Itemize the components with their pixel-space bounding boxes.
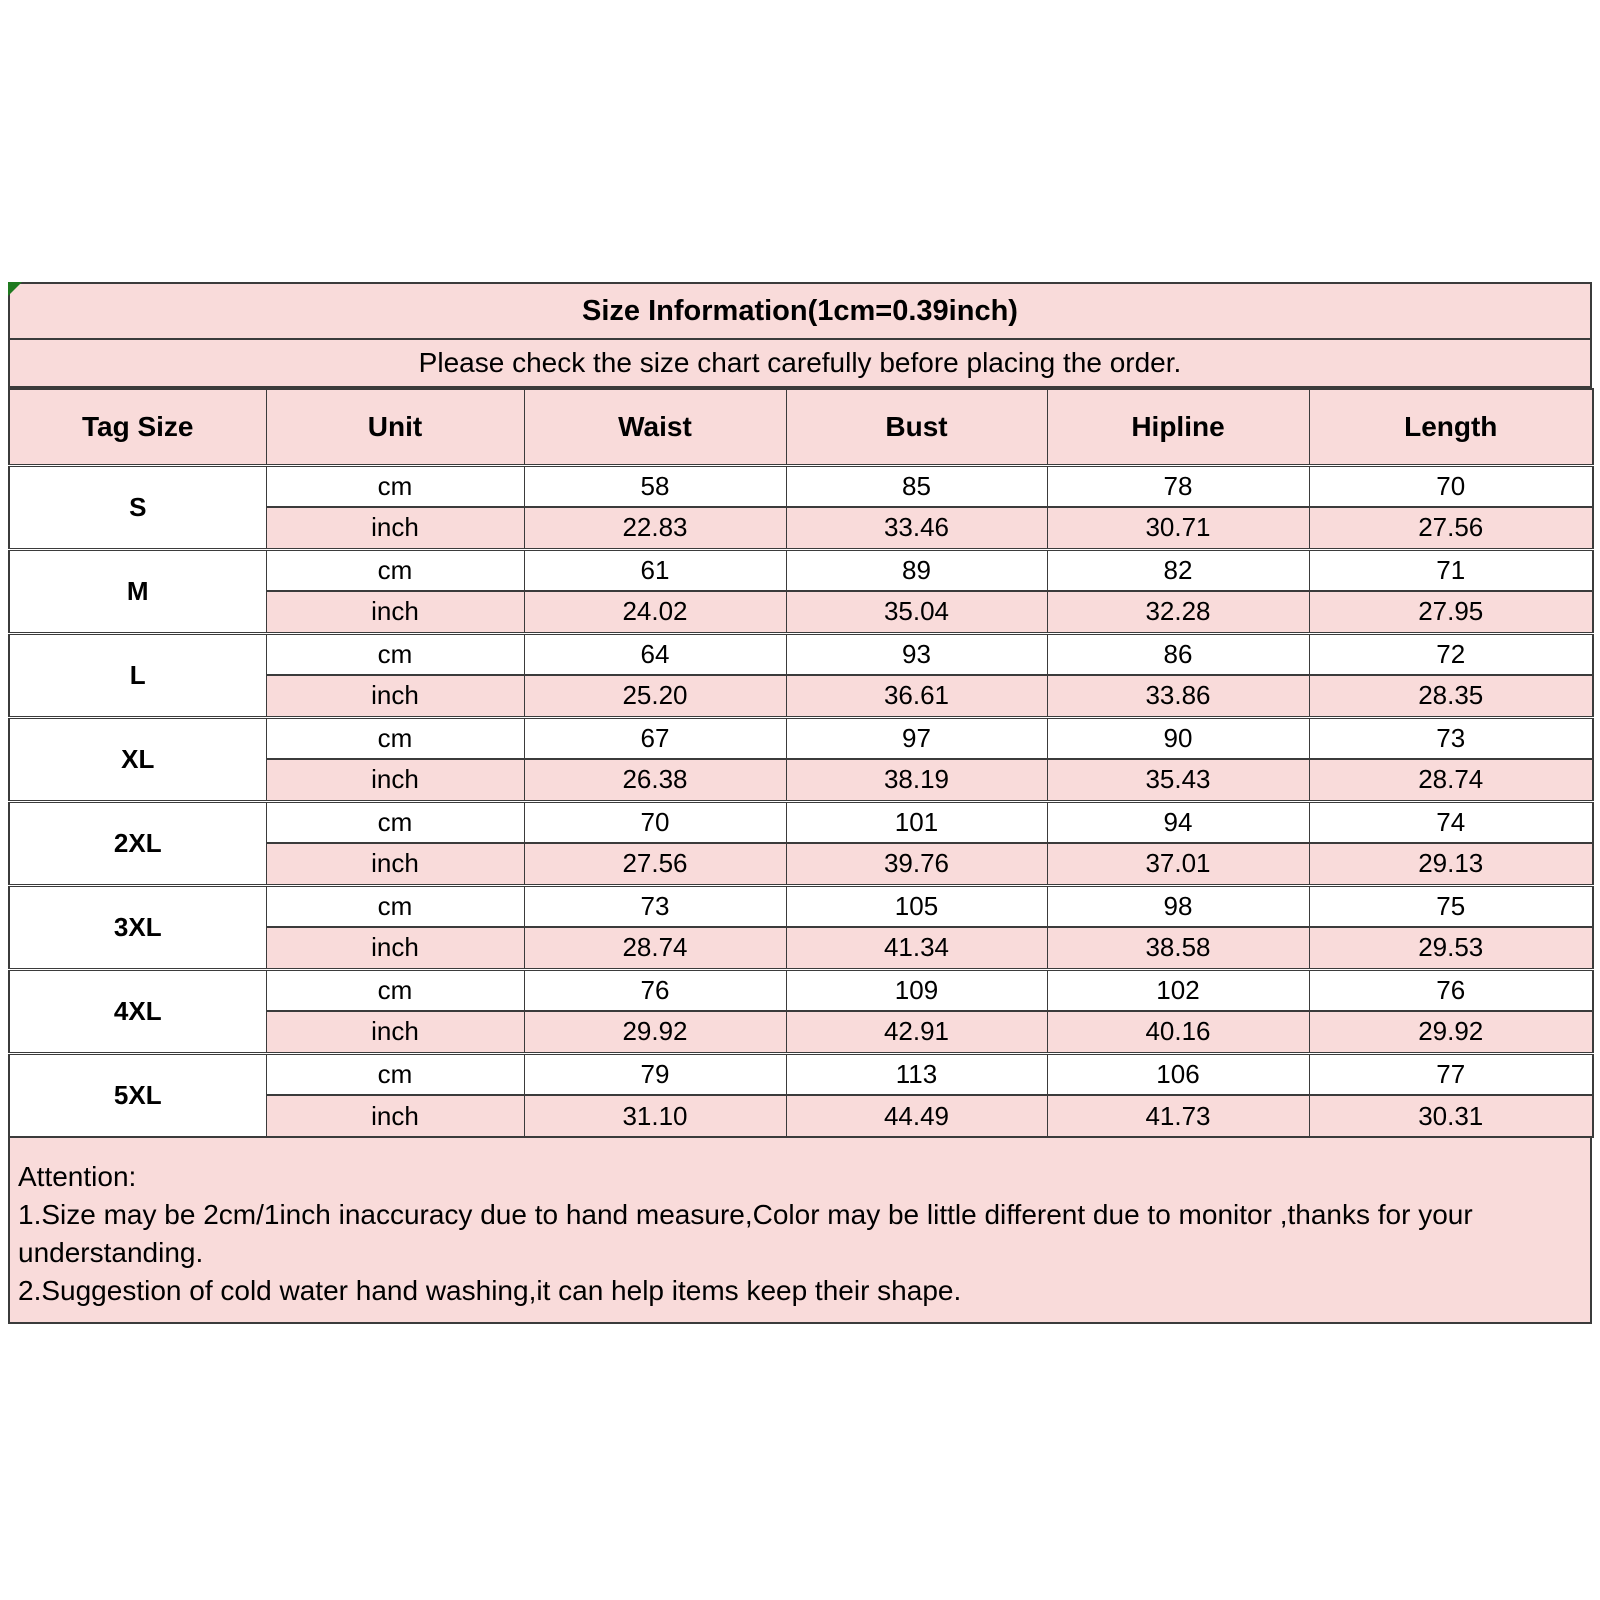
measurement-cell: 44.49 bbox=[786, 1095, 1047, 1137]
unit-cell: inch bbox=[266, 507, 524, 549]
measurement-cell: 77 bbox=[1309, 1053, 1593, 1095]
unit-cell: cm bbox=[266, 801, 524, 843]
measurement-cell: 73 bbox=[524, 885, 786, 927]
measurement-cell: 22.83 bbox=[524, 507, 786, 549]
measurement-cell: 27.56 bbox=[1309, 507, 1593, 549]
measurement-cell: 102 bbox=[1047, 969, 1309, 1011]
measurement-cell: 35.04 bbox=[786, 591, 1047, 633]
measurement-cell: 82 bbox=[1047, 549, 1309, 591]
measurement-cell: 73 bbox=[1309, 717, 1593, 759]
measurement-cell: 35.43 bbox=[1047, 759, 1309, 801]
unit-cell: cm bbox=[266, 885, 524, 927]
measurement-cell: 39.76 bbox=[786, 843, 1047, 885]
size-chart-title: Size Information(1cm=0.39inch) bbox=[8, 282, 1592, 340]
measurement-cell: 58 bbox=[524, 465, 786, 507]
size-table-header bbox=[9, 389, 1593, 465]
measurement-cell: 85 bbox=[786, 465, 1047, 507]
measurement-cell: 97 bbox=[786, 717, 1047, 759]
measurement-cell: 30.31 bbox=[1309, 1095, 1593, 1137]
measurement-cell: 98 bbox=[1047, 885, 1309, 927]
tag-size-cell: L bbox=[9, 633, 266, 717]
measurement-cell: 74 bbox=[1309, 801, 1593, 843]
measurement-cell: 70 bbox=[1309, 465, 1593, 507]
measurement-cell: 29.13 bbox=[1309, 843, 1593, 885]
size-chart-subtitle: Please check the size chart carefully before placing the order. bbox=[8, 340, 1592, 388]
column-header-bust: Bust bbox=[786, 389, 1047, 465]
measurement-cell: 28.74 bbox=[1309, 759, 1593, 801]
measurement-cell: 26.38 bbox=[524, 759, 786, 801]
measurement-cell: 30.71 bbox=[1047, 507, 1309, 549]
measurement-cell: 42.91 bbox=[786, 1011, 1047, 1053]
table-row bbox=[9, 465, 1593, 507]
measurement-cell: 106 bbox=[1047, 1053, 1309, 1095]
measurement-cell: 61 bbox=[524, 549, 786, 591]
measurement-cell: 75 bbox=[1309, 885, 1593, 927]
measurement-cell: 90 bbox=[1047, 717, 1309, 759]
unit-cell: cm bbox=[266, 465, 524, 507]
attention-note bbox=[8, 1138, 1592, 1324]
size-chart-sheet bbox=[8, 282, 1592, 1324]
tag-size-cell: 2XL bbox=[9, 801, 266, 885]
measurement-cell: 24.02 bbox=[524, 591, 786, 633]
measurement-cell: 70 bbox=[524, 801, 786, 843]
tag-size-cell: M bbox=[9, 549, 266, 633]
measurement-cell: 33.86 bbox=[1047, 675, 1309, 717]
tag-size-cell: S bbox=[9, 465, 266, 549]
table-row bbox=[9, 549, 1593, 591]
unit-cell: cm bbox=[266, 969, 524, 1011]
unit-cell: inch bbox=[266, 675, 524, 717]
unit-cell: inch bbox=[266, 927, 524, 969]
column-header-tag-size: Tag Size bbox=[9, 389, 266, 465]
tag-size-cell: 3XL bbox=[9, 885, 266, 969]
unit-cell: cm bbox=[266, 1053, 524, 1095]
measurement-cell: 41.73 bbox=[1047, 1095, 1309, 1137]
size-table-body bbox=[9, 465, 1593, 1137]
measurement-cell: 31.10 bbox=[524, 1095, 786, 1137]
measurement-cell: 79 bbox=[524, 1053, 786, 1095]
green-corner-icon bbox=[8, 282, 22, 296]
measurement-cell: 72 bbox=[1309, 633, 1593, 675]
measurement-cell: 38.58 bbox=[1047, 927, 1309, 969]
header-row bbox=[9, 389, 1593, 465]
measurement-cell: 28.35 bbox=[1309, 675, 1593, 717]
column-header-unit: Unit bbox=[266, 389, 524, 465]
unit-cell: inch bbox=[266, 1095, 524, 1137]
measurement-cell: 27.56 bbox=[524, 843, 786, 885]
measurement-cell: 93 bbox=[786, 633, 1047, 675]
column-header-waist: Waist bbox=[524, 389, 786, 465]
unit-cell: cm bbox=[266, 717, 524, 759]
measurement-cell: 105 bbox=[786, 885, 1047, 927]
measurement-cell: 28.74 bbox=[524, 927, 786, 969]
table-row bbox=[9, 1053, 1593, 1095]
measurement-cell: 40.16 bbox=[1047, 1011, 1309, 1053]
table-row bbox=[9, 885, 1593, 927]
tag-size-cell: 5XL bbox=[9, 1053, 266, 1137]
measurement-cell: 71 bbox=[1309, 549, 1593, 591]
measurement-cell: 25.20 bbox=[524, 675, 786, 717]
measurement-cell: 109 bbox=[786, 969, 1047, 1011]
measurement-cell: 38.19 bbox=[786, 759, 1047, 801]
measurement-cell: 41.34 bbox=[786, 927, 1047, 969]
measurement-cell: 78 bbox=[1047, 465, 1309, 507]
measurement-cell: 86 bbox=[1047, 633, 1309, 675]
table-row bbox=[9, 633, 1593, 675]
table-row bbox=[9, 801, 1593, 843]
table-row bbox=[9, 969, 1593, 1011]
unit-cell: inch bbox=[266, 1011, 524, 1053]
column-header-hipline: Hipline bbox=[1047, 389, 1309, 465]
measurement-cell: 67 bbox=[524, 717, 786, 759]
measurement-cell: 113 bbox=[786, 1053, 1047, 1095]
measurement-cell: 94 bbox=[1047, 801, 1309, 843]
measurement-cell: 64 bbox=[524, 633, 786, 675]
tag-size-cell: 4XL bbox=[9, 969, 266, 1053]
attention-heading: Attention: bbox=[18, 1161, 137, 1192]
unit-cell: inch bbox=[266, 591, 524, 633]
measurement-cell: 27.95 bbox=[1309, 591, 1593, 633]
tag-size-cell: XL bbox=[9, 717, 266, 801]
unit-cell: inch bbox=[266, 843, 524, 885]
measurement-cell: 29.92 bbox=[524, 1011, 786, 1053]
column-header-length: Length bbox=[1309, 389, 1593, 465]
measurement-cell: 33.46 bbox=[786, 507, 1047, 549]
unit-cell: cm bbox=[266, 633, 524, 675]
measurement-cell: 29.92 bbox=[1309, 1011, 1593, 1053]
size-table bbox=[8, 388, 1594, 1138]
unit-cell: cm bbox=[266, 549, 524, 591]
unit-cell: inch bbox=[266, 759, 524, 801]
attention-line-1: 1.Size may be 2cm/1inch inaccuracy due to hand measure,Color may be little different due to monitor ,thanks for your understanding. bbox=[18, 1199, 1473, 1268]
measurement-cell: 37.01 bbox=[1047, 843, 1309, 885]
measurement-cell: 89 bbox=[786, 549, 1047, 591]
attention-line-2: 2.Suggestion of cold water hand washing,it can help items keep their shape. bbox=[18, 1275, 962, 1306]
measurement-cell: 76 bbox=[524, 969, 786, 1011]
measurement-cell: 36.61 bbox=[786, 675, 1047, 717]
measurement-cell: 32.28 bbox=[1047, 591, 1309, 633]
table-row bbox=[9, 717, 1593, 759]
measurement-cell: 76 bbox=[1309, 969, 1593, 1011]
measurement-cell: 101 bbox=[786, 801, 1047, 843]
measurement-cell: 29.53 bbox=[1309, 927, 1593, 969]
